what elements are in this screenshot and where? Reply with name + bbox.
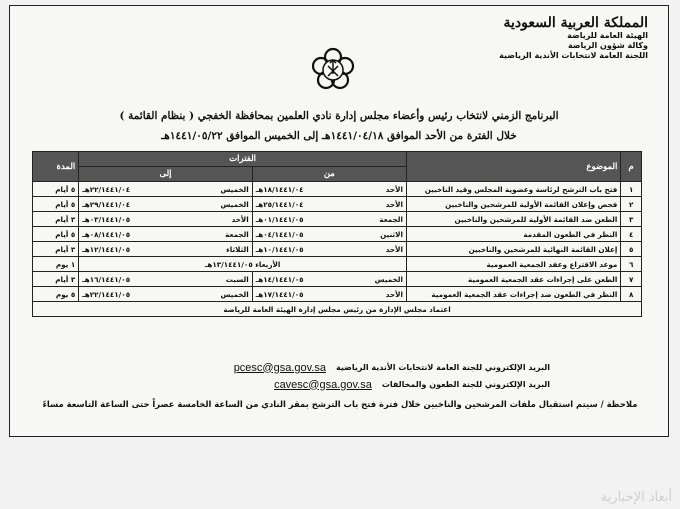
table-row bbox=[33, 242, 642, 257]
row-topic: النظر في الطعون ضد إجراءات عقد الجمعية العمومية bbox=[406, 287, 620, 302]
to-day: الجمعة bbox=[225, 229, 249, 239]
row-from bbox=[252, 212, 406, 227]
col-header-periods: الفترات bbox=[79, 152, 407, 167]
schedule-body bbox=[33, 182, 642, 302]
row-number: ٧ bbox=[621, 272, 642, 287]
email-row bbox=[234, 376, 550, 393]
from-day: الأحد bbox=[385, 184, 403, 194]
agency-line: وكالة شؤون الرياضة bbox=[567, 41, 648, 50]
from-date: ٢٥/١٤٤١/٠٤هـ bbox=[255, 199, 304, 209]
document-title: البرنامج الزمني لانتخاب رئيس وأعضاء مجلس إدارة نادي العلمين بمحافظة الخفجي ( بنظام القائمة ) bbox=[119, 110, 559, 122]
row-from bbox=[252, 287, 406, 302]
row-from bbox=[252, 272, 406, 287]
row-duration: ٣ أيام bbox=[33, 242, 79, 257]
row-from bbox=[252, 197, 406, 212]
to-day: الخميس bbox=[220, 289, 249, 299]
col-header-from: من bbox=[252, 167, 406, 182]
to-day: السبت bbox=[225, 274, 249, 284]
from-date: ١٠/١٤٤١/٠٥هـ bbox=[255, 244, 304, 254]
row-duration: ٥ أيام bbox=[33, 197, 79, 212]
from-day: الأحد bbox=[385, 199, 403, 209]
committee-line: اللجنة العامة لانتخابات الأندية الرياضية bbox=[499, 51, 648, 60]
row-duration: ٥ أيام bbox=[33, 227, 79, 242]
row-number: ٢ bbox=[621, 197, 642, 212]
to-date: ٠٨/١٤٤١/٠٥هـ bbox=[82, 229, 131, 239]
row-from bbox=[252, 227, 406, 242]
row-from bbox=[252, 182, 406, 197]
row-duration: ٥ أيام bbox=[33, 182, 79, 197]
table-row bbox=[33, 272, 642, 287]
email-link[interactable]: pcesc@gsa.gov.sa bbox=[233, 361, 326, 374]
contact-emails bbox=[234, 359, 550, 393]
to-date: ٢٩/١٤٤١/٠٤هـ bbox=[82, 199, 131, 209]
from-day: الأحد bbox=[385, 244, 403, 254]
row-date-single: الأربعاء ١٣/١٤٤١/٠٥هـ bbox=[79, 257, 407, 272]
row-number: ٤ bbox=[621, 227, 642, 242]
col-header-duration: المدة bbox=[33, 152, 79, 182]
table-row bbox=[33, 287, 642, 302]
email-label: البريد الإلكتروني للجنة الطعون والمخالفات bbox=[381, 380, 550, 389]
row-number: ١ bbox=[621, 182, 642, 197]
from-date: ١٧/١٤٤١/٠٥هـ bbox=[255, 289, 304, 299]
table-row bbox=[33, 182, 642, 197]
document-subtitle: خلال الفترة من الأحد الموافق ١٤٤١/٠٤/١٨هـ إلى الخميس الموافق ١٤٤١/٠٥/٢٢هـ bbox=[161, 130, 517, 142]
email-link[interactable]: cavesc@gsa.gov.sa bbox=[274, 378, 372, 391]
from-date: ١٤/١٤٤١/٠٥هـ bbox=[255, 274, 304, 284]
from-date: ٠١/١٤٤١/٠٥هـ bbox=[255, 214, 304, 224]
table-row bbox=[33, 257, 642, 272]
to-day: الثلاثاء bbox=[226, 244, 249, 254]
from-day: الأحد bbox=[385, 289, 403, 299]
to-date: ٢٢/١٤٤١/٠٤هـ bbox=[82, 184, 131, 194]
row-duration: ٥ يوم bbox=[33, 287, 79, 302]
row-duration: ٣ أيام bbox=[33, 212, 79, 227]
ministry-header bbox=[448, 15, 648, 61]
watermark-text: أبعاد الإخبارية bbox=[600, 490, 672, 505]
row-topic: موعد الاقتراع وعقد الجمعية العمومية bbox=[406, 257, 620, 272]
row-to bbox=[79, 227, 252, 242]
from-day: الجمعة bbox=[379, 214, 403, 224]
row-duration: ٣ أيام bbox=[33, 272, 79, 287]
row-number: ٣ bbox=[621, 212, 642, 227]
row-topic: الطعن على إجراءات عقد الجمعية العمومية bbox=[406, 272, 620, 287]
table-row bbox=[33, 227, 642, 242]
row-to bbox=[79, 212, 252, 227]
to-day: الخميس bbox=[220, 184, 249, 194]
kingdom-title: المملكة العربية السعودية bbox=[503, 15, 648, 31]
row-to bbox=[79, 287, 252, 302]
col-header-no: م bbox=[621, 152, 642, 182]
row-to bbox=[79, 182, 252, 197]
authority-line: الهيئة العامة للرياضة bbox=[567, 31, 648, 40]
from-day: الخميس bbox=[374, 274, 403, 284]
row-number: ٥ bbox=[621, 242, 642, 257]
row-topic: النظر في الطعون المقدمة bbox=[406, 227, 620, 242]
to-day: الأحد bbox=[231, 214, 249, 224]
row-topic: الطعن ضد القائمة الأولية للمرشحين والناخبين bbox=[406, 212, 620, 227]
approval-footer: اعتماد مجلس الإدارة من رئيس مجلس إدارة الهيئة العامة للرياضة bbox=[33, 302, 642, 317]
row-topic: فتح باب الترشح لرئاسة وعضوية المجلس وقيد الناخبين bbox=[406, 182, 620, 197]
row-from bbox=[252, 242, 406, 257]
row-topic: إعلان القائمة النهائية للمرشحين والناخبين bbox=[406, 242, 620, 257]
row-number: ٦ bbox=[621, 257, 642, 272]
from-day: الاثنين bbox=[380, 229, 403, 239]
row-to bbox=[79, 197, 252, 212]
row-to bbox=[79, 272, 252, 287]
schedule-table bbox=[32, 151, 642, 317]
row-number: ٨ bbox=[621, 287, 642, 302]
table-row bbox=[33, 212, 642, 227]
table-row bbox=[33, 197, 642, 212]
email-label: البريد الإلكتروني للجنة العامة لانتخابات الأندية الرياضية bbox=[335, 363, 550, 372]
authority-logo-icon bbox=[310, 46, 356, 92]
from-date: ١٨/١٤٤١/٠٤هـ bbox=[255, 184, 304, 194]
to-date: ١٢/١٤٤١/٠٥هـ bbox=[82, 244, 131, 254]
to-date: ١٦/١٤٤١/٠٥هـ bbox=[82, 274, 131, 284]
to-date: ٠٣/١٤٤١/٠٥هـ bbox=[82, 214, 131, 224]
row-to bbox=[79, 242, 252, 257]
from-date: ٠٤/١٤٤١/٠٥هـ bbox=[255, 229, 304, 239]
email-row bbox=[234, 359, 550, 376]
row-duration: ١ يوم bbox=[33, 257, 79, 272]
note-text: ملاحظة / سيتم استقبال ملفات المرشحين والناخبين خلال فترة فتح باب الترشح بمقر النادي من الساعة الخامسة عصراً حتى الساعة التاسعة مساءً bbox=[42, 399, 638, 409]
col-header-to: إلى bbox=[79, 167, 252, 182]
row-topic: فحص وإعلان القائمة الأولية للمرشحين والناخبين bbox=[406, 197, 620, 212]
col-header-topic: الموضوع bbox=[406, 152, 620, 182]
to-day: الخميس bbox=[220, 199, 249, 209]
to-date: ٢٢/١٤٤١/٠٥هـ bbox=[82, 289, 131, 299]
